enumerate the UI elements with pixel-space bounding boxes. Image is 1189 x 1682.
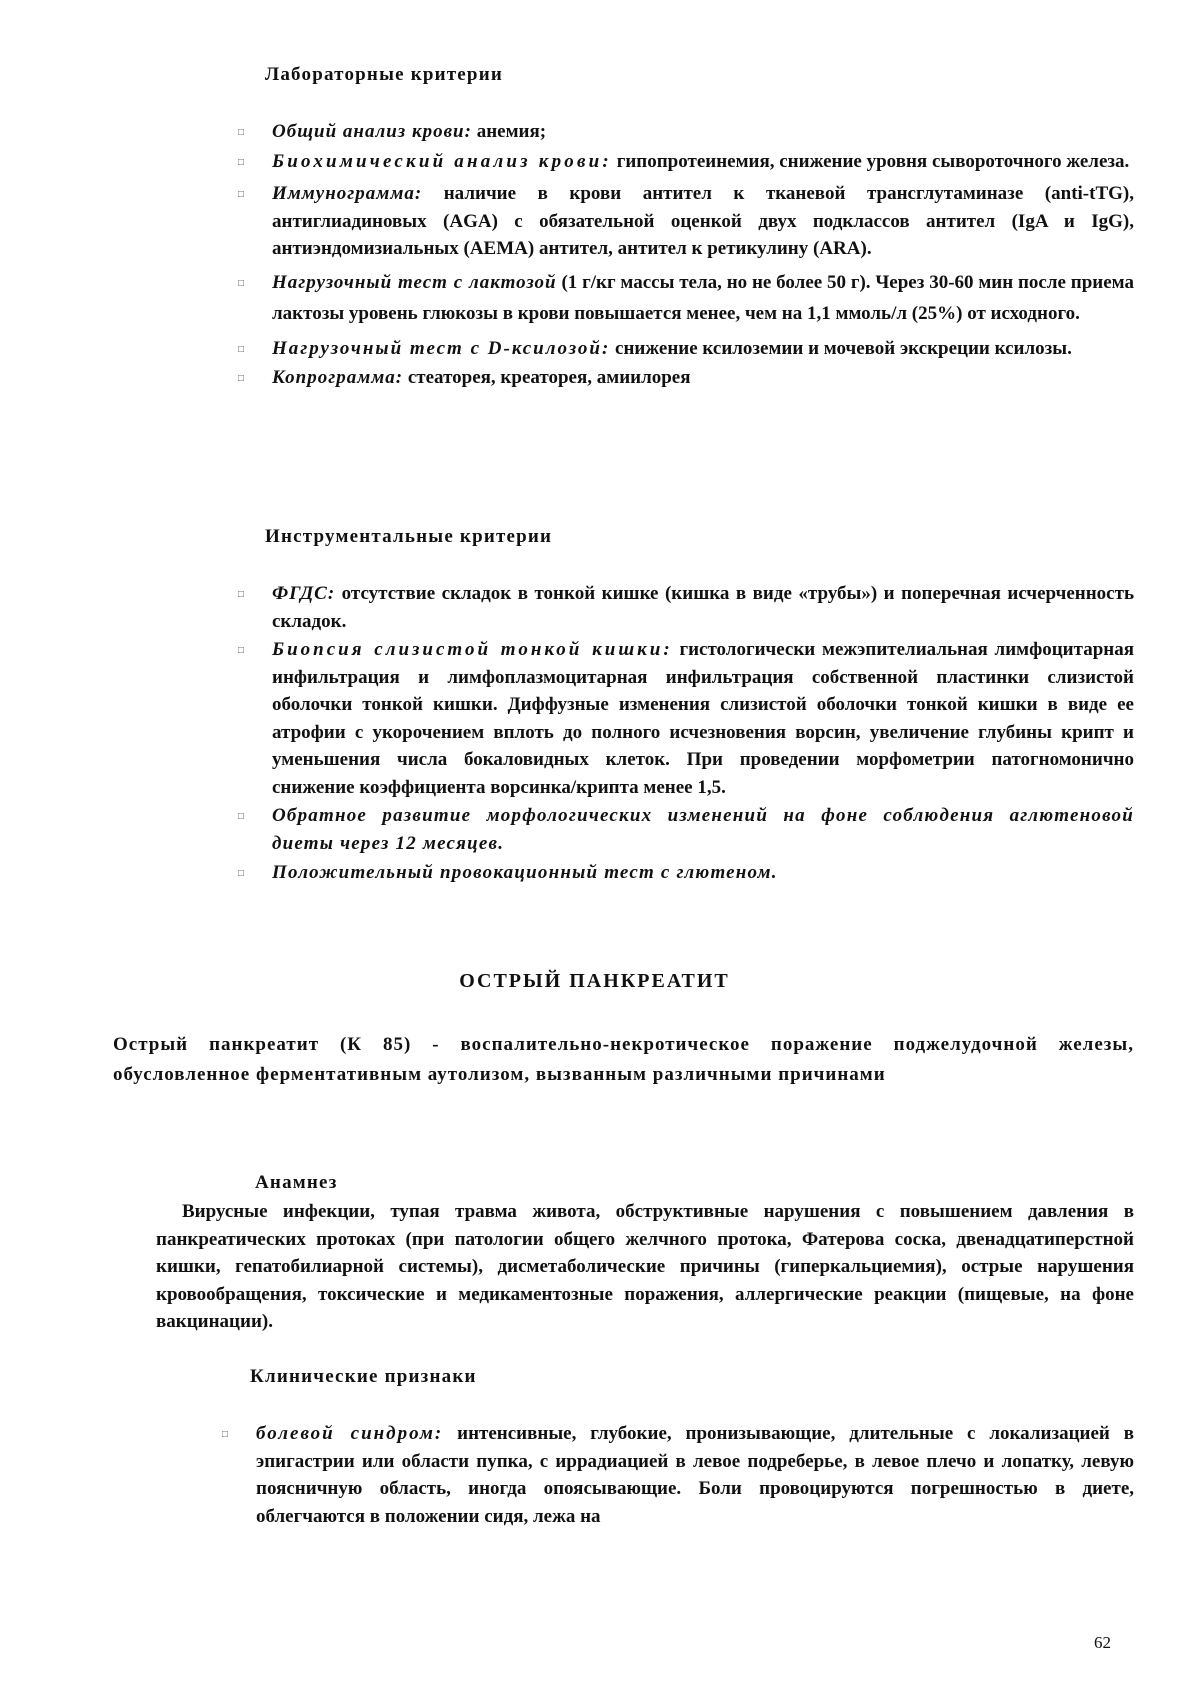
instrumental-criteria-list: [238, 580, 1134, 887]
clinical-signs-list: [222, 1420, 1135, 1530]
list-item: □ Копрограмма: стеаторея, креаторея, амиилорея: [272, 364, 1134, 392]
page-number: 62: [1094, 1633, 1111, 1652]
list-item: □ болевой синдром: интенсивные, глубокие, пронизывающие, длительные с локализацией в эпигастрии или области пупка, с иррадиацией в левое подреберье, в левое плечо и лопатку, левую поясничную область, иногда опоясывающие. Боли провоцируются погрешностью в диете, облегчаются в положении сидя, лежа на: [222, 1423, 1135, 1527]
list-item: □ Нагрузочный тест с лактозой (1 г/кг массы тела, но не более 50 г). Через 30-60 мин после приема лактозы уровень глюкозы в крови повышается менее, чем на 1,1 ммоль/л (25%) от исходного.: [272, 267, 1134, 329]
bullet-square-icon: □: [238, 156, 245, 168]
list-item: □ Положительный провокационный тест с глютеном.: [272, 859, 1134, 887]
list-item: □ Нагрузочный тест с D-ксилозой: снижение ксилоземии и мочевой экскреции ксилозы.: [272, 335, 1134, 363]
bullet-square-icon: □: [238, 343, 245, 355]
instrumental-criteria-heading: Инструментальные критерии: [265, 526, 553, 547]
anamnesis-paragraph: Вирусные инфекции, тупая травма живота, обструктивные нарушения с повышением давления в панкреатических протоках (при патологии общего желчного протока, Фатерова соска, двенадцатиперстной кишки, гепатобилиарной системы), дисметаболические причины (гиперкальциемия), острые нарушения кровообращения, токсические и медикаментозные поражения, аллергические реакции (пищевые, на фоне вакцинации).: [156, 1201, 1134, 1332]
list-item: □ Обратное развитие морфологических изменений на фоне соблюдения аглютеновой диеты через 12 месяцев.: [238, 805, 1134, 854]
list-item: □ ФГДС: отсутствие складок в тонкой кишке (кишка в виде «трубы») и поперечная исчерченность складок.: [238, 583, 1134, 632]
lab-criteria-list: [238, 118, 1134, 392]
bullet-square-icon: □: [238, 373, 245, 384]
anamnesis-heading: Анамнез: [255, 1172, 338, 1193]
clinical-signs-heading: Клинические признаки: [250, 1366, 477, 1387]
list-item: □ Биохимический анализ крови: гипопротеинемия, снижение уровня сывороточного железа.: [272, 148, 1134, 176]
bullet-square-icon: □: [238, 277, 245, 289]
bullet-square-icon: □: [238, 645, 245, 656]
section-title: ОСТРЫЙ ПАНКРЕАТИТ: [459, 970, 730, 992]
bullet-square-icon: □: [238, 189, 245, 200]
bullet-square-icon: □: [238, 589, 245, 600]
bullet-square-icon: □: [222, 1429, 229, 1440]
list-item: □ Биопсия слизистой тонкой кишки: гистологически межэпителиальная лимфоцитарная инфильтрация и лимфоплазмоцитарная инфильтрация собственной пластинки слизистой оболочки тонкой кишки. Диффузные изменения слизистой оболочки тонкой кишки в виде ее атрофии с укорочением вплоть до полного исчезновения ворсин, увеличение глубины крипт и уменьшения числа бокаловидных клеток. При проведении морфометрии патогномонично снижение коэффициента ворсинка/крипта менее 1,5.: [238, 639, 1134, 798]
list-item: □ Иммунограмма: наличие в крови антител к тканевой трансглутаминазе (anti-tTG), антиглиадиновых (AGA) с обязательной оценкой двух подклассов антител (IgA и IgG), антиэндомизиальных (AEMA) антител, антител к ретикулину (ARA).: [238, 183, 1134, 259]
lab-criteria-heading: Лабораторные критерии: [265, 64, 503, 85]
bullet-square-icon: □: [238, 127, 245, 138]
bullet-square-icon: □: [238, 811, 246, 822]
list-item: □ Общий анализ крови: анемия;: [272, 118, 1134, 146]
bullet-square-icon: □: [238, 868, 246, 879]
definition-paragraph: Острый панкреатит (К 85) - воспалительно-некротическое поражение поджелудочной железы, обусловленное ферментативным аутолизом, вызванным различными причинами: [113, 1034, 1134, 1085]
